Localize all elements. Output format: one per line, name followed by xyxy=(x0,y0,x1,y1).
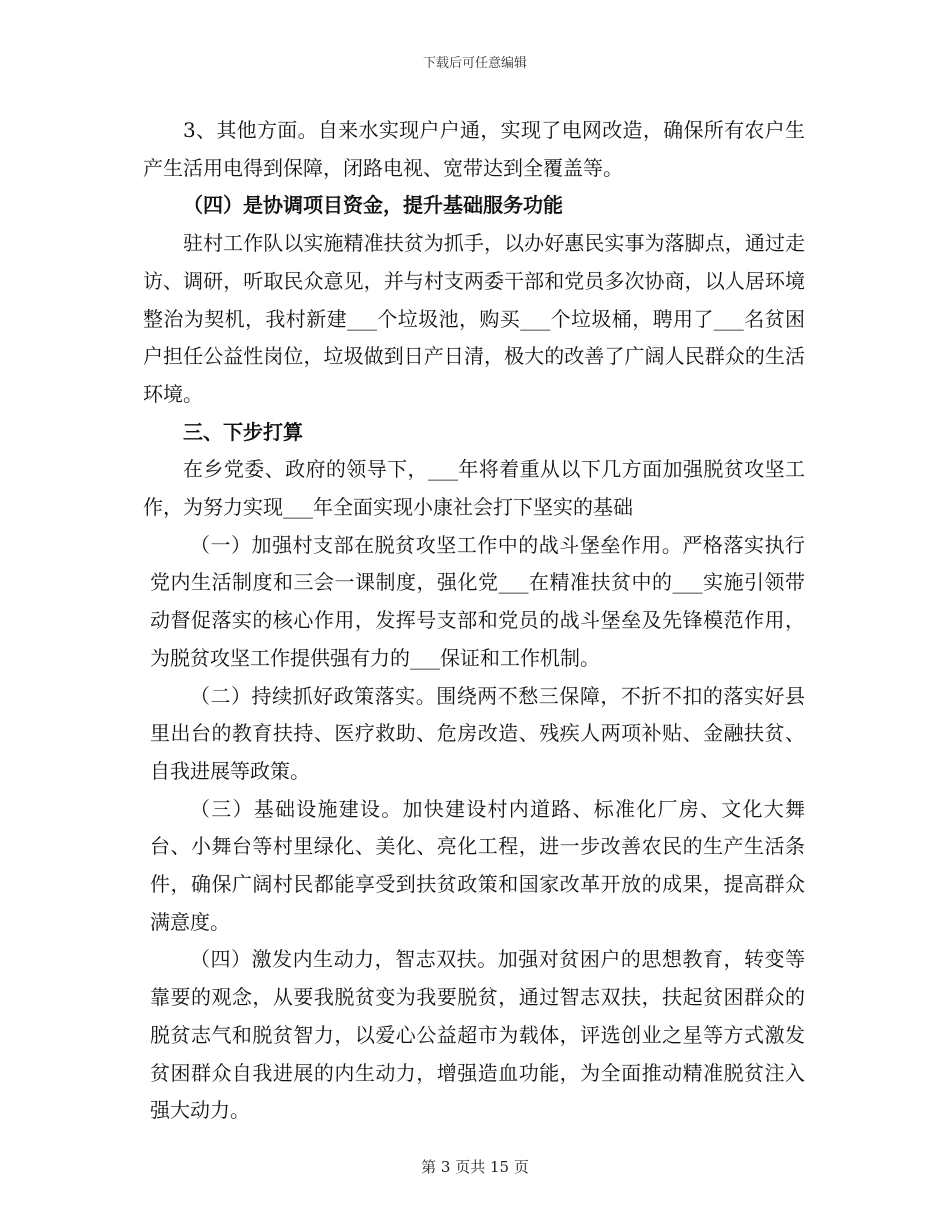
document-body xyxy=(143,112,805,1130)
page-number: 第 3 页共 15 页 xyxy=(421,1158,529,1176)
paragraph-next-steps-intro: 在乡党委、政府的领导下，___年将着重从以下几方面加强脱贫攻坚工作，为努力实现___年全面实现小康社会打下坚实的基础 xyxy=(143,457,805,520)
paragraph-item-four: （四）激发内生动力，智志双扶。加强对贫困户的思想教育，转变等靠要的观念，从要我脱贫变为我要脱贫，通过智志双扶，扶起贫困群众的脱贫志气和脱贫智力，以爱心公益超市为载体，评选创业之星等方式激发贫困群众自我进展的内生动力，增强造血功能，为全面推动精准脱贫注入强大动力。 xyxy=(150,947,805,1123)
section-heading-next-steps: 三、下步打算 xyxy=(183,419,303,444)
paragraph-item-two: （二）持续抓好政策落实。围绕两不愁三保障，不折不扣的落实好县里出台的教育扶持、医疗救助、危房改造、残疾人两项补贴、金融扶贫、自我进展等政策。 xyxy=(150,683,805,783)
page-header-note: 下载后可任意编辑 xyxy=(422,56,527,71)
paragraph-other-aspects: 3、其他方面。自来水实现户户通，实现了电网改造，确保所有农户生产生活用电得到保障，闭路电视、宽带达到全覆盖等。 xyxy=(143,118,805,180)
paragraph-item-one: （一）加强村支部在脱贫攻坚工作中的战斗堡垒作用。严格落实执行党内生活制度和三会一课制度，强化党___在精准扶贫中的___实施引领带动督促落实的核心作用，发挥号支部和党员的战斗堡垒及先锋模范作用，为脱贫攻坚工作提供强有力的___保证和工作机制。 xyxy=(150,532,805,670)
section-heading-funding: （四）是协调项目资金，提升基础服务功能 xyxy=(183,193,563,218)
paragraph-item-three: （三）基础设施建设。加快建设村内道路、标准化厂房、文化大舞台、小舞台等村里绿化、美化、亮化工程，进一步改善农民的生产生活条件，确保广阔村民都能享受到扶贫政策和国家改革开放的成果，提高群众满意度。 xyxy=(150,796,805,934)
paragraph-work-team: 驻村工作队以实施精准扶贫为抓手，以办好惠民实事为落脚点，通过走访、调研，听取民众意见，并与村支两委干部和党员多次协商，以人居环境整治为契机，我村新建___个垃圾池，购买___个垃圾桶，聘用了___名贫困户担任公益性岗位，垃圾做到日产日清，极大的改善了广阔人民群众的生活环境。 xyxy=(143,231,805,406)
